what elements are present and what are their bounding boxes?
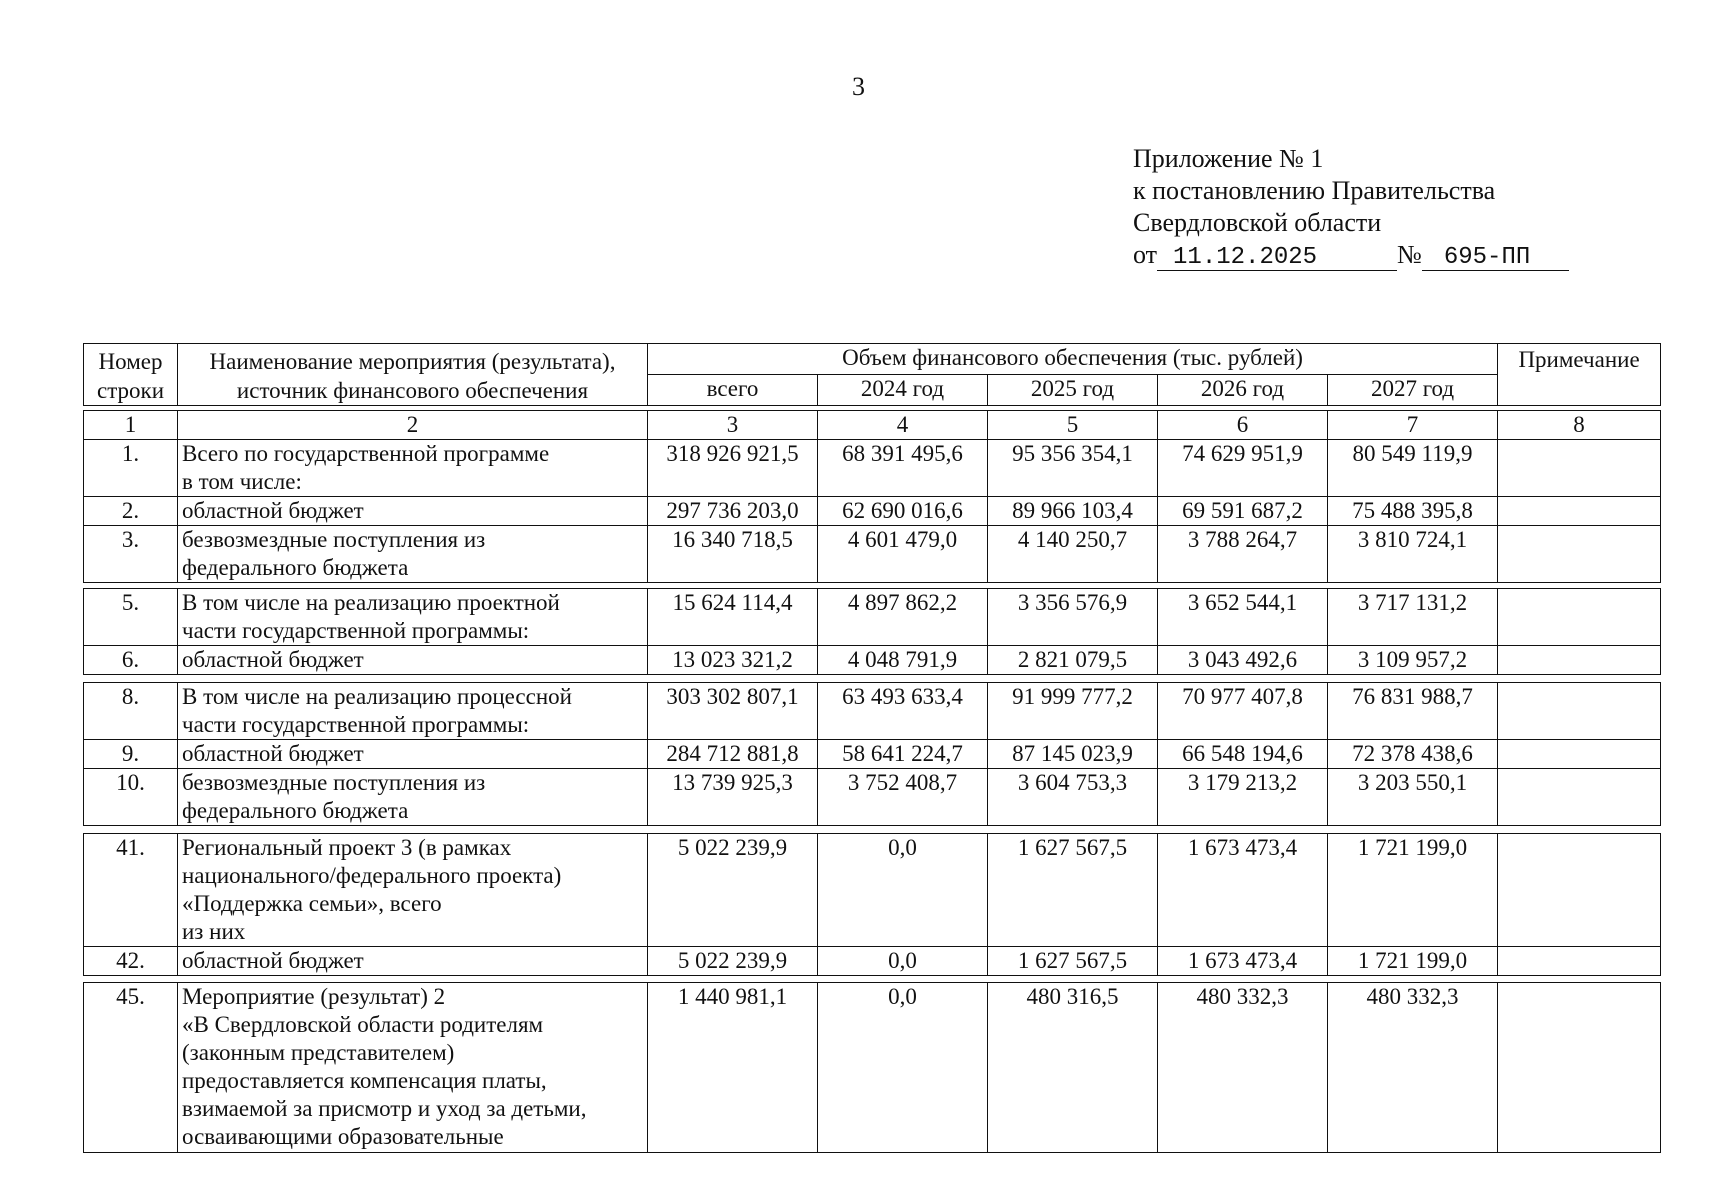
value-2027: 75 488 395,8 [1328,497,1498,526]
table-row [84,683,1661,740]
table-row [84,646,1661,675]
table-row [84,983,1661,1153]
page-number: 3 [852,72,865,101]
number-prefix: № [1397,240,1422,269]
table-section-4 [83,833,1661,976]
row-number: 45. [84,983,178,1153]
value-2026: 1 673 473,4 [1158,947,1328,976]
value-2025: 4 140 250,7 [988,526,1158,583]
row-name: Мероприятие (результат) 2 «В Свердловской области родителям (законным представителем) предоставляется компенсация платы, взимаемой за присмотр и уход за детьми, осваивающими образовательные [178,983,648,1153]
table-row [84,740,1661,769]
value-2027: 3 109 957,2 [1328,646,1498,675]
header-name: Наименование мероприятия (результата), источник финансового обеспечения [178,344,648,406]
note-cell [1498,834,1661,947]
value-2024: 68 391 495,6 [818,440,988,497]
value-total: 5 022 239,9 [648,947,818,976]
header-row-number: Номер строки [84,344,178,406]
value-2026: 1 673 473,4 [1158,834,1328,947]
table-row [84,834,1661,947]
value-2025: 3 356 576,9 [988,589,1158,646]
note-cell [1498,740,1661,769]
row-name: областной бюджет [178,497,648,526]
value-total: 284 712 881,8 [648,740,818,769]
table-section-1 [83,410,1661,583]
column-number: 7 [1328,411,1498,440]
column-number-row [84,411,1661,440]
row-number: 10. [84,769,178,826]
value-2024: 4 601 479,0 [818,526,988,583]
column-number: 1 [84,411,178,440]
appendix-date-line [1133,239,1569,271]
table-section-2 [83,588,1661,675]
appendix-region: Свердловской области [1133,208,1382,237]
value-2026: 480 332,3 [1158,983,1328,1153]
note-cell [1498,440,1661,497]
value-2026: 70 977 407,8 [1158,683,1328,740]
appendix-block [1133,143,1569,271]
header-2026: 2026 год [1158,375,1328,406]
note-cell [1498,769,1661,826]
table-section-3 [83,682,1661,826]
table-row [84,589,1661,646]
row-number: 9. [84,740,178,769]
value-2027: 3 810 724,1 [1328,526,1498,583]
value-2027: 72 378 438,6 [1328,740,1498,769]
row-name: безвозмездные поступления из федерального бюджета [178,526,648,583]
value-2024: 0,0 [818,947,988,976]
value-2027: 3 717 131,2 [1328,589,1498,646]
value-2025: 91 999 777,2 [988,683,1158,740]
note-cell [1498,526,1661,583]
value-2025: 1 627 567,5 [988,834,1158,947]
header-table [83,343,1661,406]
value-2026: 3 652 544,1 [1158,589,1328,646]
value-2026: 74 629 951,9 [1158,440,1328,497]
row-number: 6. [84,646,178,675]
value-total: 13 739 925,3 [648,769,818,826]
value-2024: 4 897 862,2 [818,589,988,646]
table-row [84,440,1661,497]
value-total: 16 340 718,5 [648,526,818,583]
row-number: 1. [84,440,178,497]
table-row [84,526,1661,583]
table-section-5 [83,982,1661,1153]
value-2025: 87 145 023,9 [988,740,1158,769]
value-2027: 1 721 199,0 [1328,947,1498,976]
value-2024: 0,0 [818,834,988,947]
column-number: 2 [178,411,648,440]
row-number: 5. [84,589,178,646]
value-2026: 3 788 264,7 [1158,526,1328,583]
header-2024: 2024 год [818,375,988,406]
note-cell [1498,646,1661,675]
value-2024: 63 493 633,4 [818,683,988,740]
row-number: 8. [84,683,178,740]
value-2027: 76 831 988,7 [1328,683,1498,740]
header-2027: 2027 год [1328,375,1498,406]
header-2025: 2025 год [988,375,1158,406]
resolution-number: 695-ПП [1422,246,1569,271]
value-2025: 480 316,5 [988,983,1158,1153]
value-2026: 3 043 492,6 [1158,646,1328,675]
value-2024: 3 752 408,7 [818,769,988,826]
value-2026: 3 179 213,2 [1158,769,1328,826]
value-2024: 62 690 016,6 [818,497,988,526]
header-note: Примечание [1498,344,1661,406]
value-2025: 1 627 567,5 [988,947,1158,976]
row-name: областной бюджет [178,947,648,976]
value-2024: 58 641 224,7 [818,740,988,769]
header-total: всего [648,375,818,406]
column-number: 4 [818,411,988,440]
value-2025: 89 966 103,4 [988,497,1158,526]
note-cell [1498,497,1661,526]
row-name: областной бюджет [178,740,648,769]
row-name: областной бюджет [178,646,648,675]
value-2026: 66 548 194,6 [1158,740,1328,769]
value-total: 13 023 321,2 [648,646,818,675]
resolution-date: 11.12.2025 [1157,246,1397,271]
row-name: Всего по государственной программе в том числе: [178,440,648,497]
date-prefix: от [1133,240,1158,269]
value-2026: 69 591 687,2 [1158,497,1328,526]
row-name: Региональный проект 3 (в рамках национального/федерального проекта) «Поддержка семьи», всего из них [178,834,648,947]
row-number: 42. [84,947,178,976]
value-2025: 95 356 354,1 [988,440,1158,497]
value-2024: 0,0 [818,983,988,1153]
value-2027: 1 721 199,0 [1328,834,1498,947]
column-number: 6 [1158,411,1328,440]
value-total: 5 022 239,9 [648,834,818,947]
value-2025: 2 821 079,5 [988,646,1158,675]
table-row [84,947,1661,976]
value-total: 303 302 807,1 [648,683,818,740]
note-cell [1498,683,1661,740]
column-number: 8 [1498,411,1661,440]
value-2027: 80 549 119,9 [1328,440,1498,497]
value-2025: 3 604 753,3 [988,769,1158,826]
value-total: 297 736 203,0 [648,497,818,526]
note-cell [1498,947,1661,976]
row-number: 3. [84,526,178,583]
row-name: В том числе на реализацию проектной части государственной программы: [178,589,648,646]
row-name: безвозмездные поступления из федерального бюджета [178,769,648,826]
note-cell [1498,589,1661,646]
appendix-title: Приложение № 1 [1133,144,1324,173]
row-name: В том числе на реализацию процессной части государственной программы: [178,683,648,740]
value-2027: 480 332,3 [1328,983,1498,1153]
note-cell [1498,983,1661,1153]
value-2027: 3 203 550,1 [1328,769,1498,826]
column-number: 5 [988,411,1158,440]
value-2024: 4 048 791,9 [818,646,988,675]
row-number: 2. [84,497,178,526]
table-row [84,769,1661,826]
value-total: 1 440 981,1 [648,983,818,1153]
column-number: 3 [648,411,818,440]
value-total: 15 624 114,4 [648,589,818,646]
value-total: 318 926 921,5 [648,440,818,497]
appendix-ref: к постановлению Правительства [1133,176,1496,205]
row-number: 41. [84,834,178,947]
header-funding: Объем финансового обеспечения (тыс. рублей) [648,344,1498,375]
table-row [84,497,1661,526]
